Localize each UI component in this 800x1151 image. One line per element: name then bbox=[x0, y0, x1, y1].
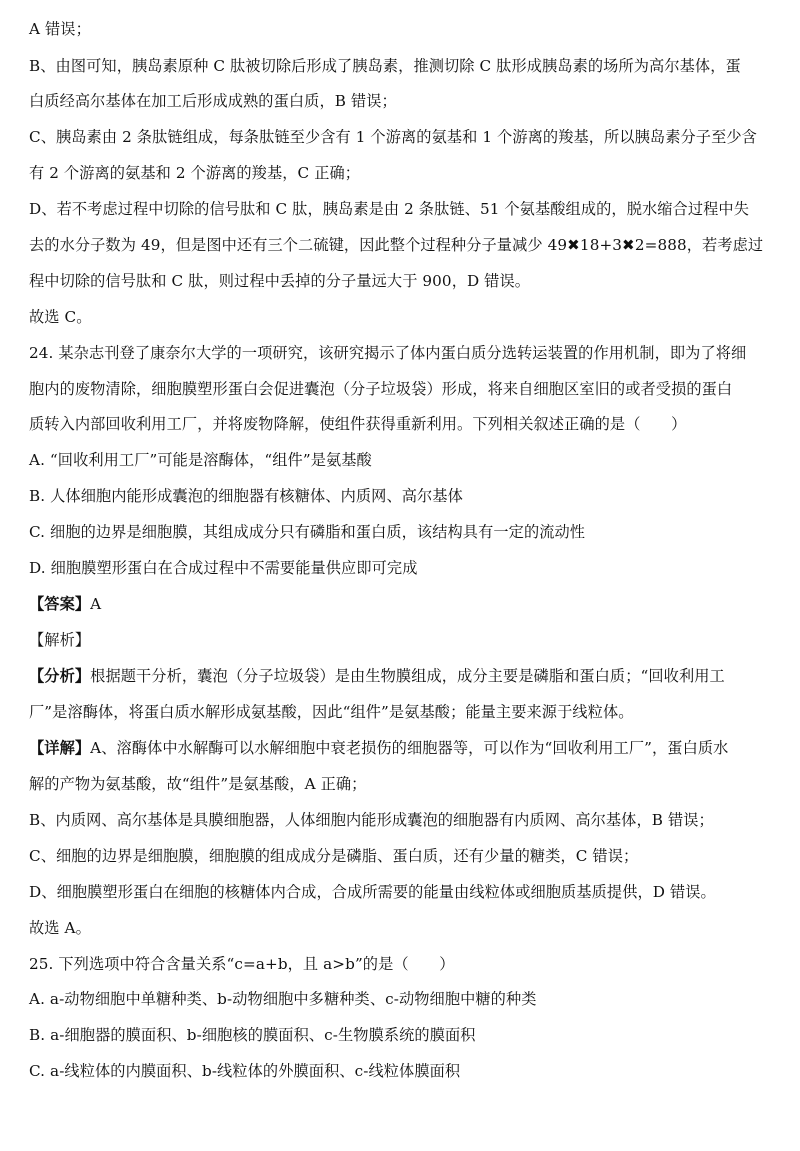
text-line: D、若不考虑过程中切除的信号肽和 C 肽，胰岛素是由 2 条肽链、51 个氨基酸组成的，脱水缩合过程中失 bbox=[29, 200, 749, 218]
option-d: D. 细胞膜塑形蛋白在合成过程中不需要能量供应即可完成 bbox=[29, 559, 418, 577]
analysis-text: 厂”是溶酶体，将蛋白质水解形成氨基酸，因此“组件”是氨基酸；能量主要来源于线粒体。 bbox=[29, 703, 634, 721]
section-text: A bbox=[90, 595, 102, 613]
question-stem: 胞内的废物清除，细胞膜塑形蛋白会促进囊泡（分子垃圾袋）形成，将来自细胞区室旧的或者受损的蛋白 bbox=[29, 380, 733, 398]
text-line: 有 2 个游离的氨基和 2 个游离的羧基，C 正确； bbox=[29, 164, 361, 182]
option-b: B. a-细胞器的膜面积、b-细胞核的膜面积、c-生物膜系统的膜面积 bbox=[29, 1026, 476, 1044]
section-label: 【分析】 bbox=[29, 667, 91, 685]
text-line: A 错误； bbox=[29, 20, 91, 38]
text-line: B、由图可知，胰岛素原种 C 肽被切除后形成了胰岛素，推测切除 C 肽形成胰岛素的场所为高尔基体，蛋 bbox=[29, 57, 741, 75]
analysis-text bbox=[29, 666, 725, 686]
text-line: 去的水分子数为 49，但是图中还有三个二硫键，因此整个过程种分子量减少 49✖18+3✖2=888，若考虑过 bbox=[29, 236, 764, 254]
text-line: 故选 C。 bbox=[29, 308, 92, 326]
section-text: 根据题干分析，囊泡（分子垃圾袋）是由生物膜组成，成分主要是磷脂和蛋白质；“回收利用工 bbox=[90, 667, 725, 685]
text-line: 程中切除的信号肽和 C 肽，则过程中丢掉的分子量远大于 900，D 错误。 bbox=[29, 272, 531, 290]
detail-text: 解的产物为氨基酸，故“组件”是氨基酸，A 正确； bbox=[29, 775, 367, 793]
option-b: B. 人体细胞内能形成囊泡的细胞器有核糖体、内质网、高尔基体 bbox=[29, 487, 463, 505]
option-a: A. “回收利用工厂”可能是溶酶体，“组件”是氨基酸 bbox=[29, 451, 372, 469]
option-c: C. a-线粒体的内膜面积、b-线粒体的外膜面积、c-线粒体膜面积 bbox=[29, 1062, 461, 1080]
answer-line bbox=[29, 594, 101, 614]
text-line: 白质经高尔基体在加工后形成成熟的蛋白质，B 错误； bbox=[29, 92, 397, 110]
conclusion-line: 故选 A。 bbox=[29, 919, 91, 937]
option-a: A. a-动物细胞中单糖种类、b-动物细胞中多糖种类、c-动物细胞中糖的种类 bbox=[29, 990, 537, 1008]
detail-text: B、内质网、高尔基体是具膜细胞器，人体细胞内能形成囊泡的细胞器有内质网、高尔基体，B 错误； bbox=[29, 811, 714, 829]
analysis-heading: 【解析】 bbox=[29, 631, 91, 649]
text-line: C、胰岛素由 2 条肽链组成，每条肽链至少含有 1 个游离的氨基和 1 个游离的羧基，所以胰岛素分子至少含 bbox=[29, 128, 757, 146]
section-text: A、溶酶体中水解酶可以水解细胞中衰老损伤的细胞器等，可以作为“回收利用工厂”，蛋白质水 bbox=[90, 739, 729, 757]
option-c: C. 细胞的边界是细胞膜，其组成成分只有磷脂和蛋白质，该结构具有一定的流动性 bbox=[29, 523, 586, 541]
detail-text: D、细胞膜塑形蛋白在细胞的核糖体内合成，合成所需要的能量由线粒体或细胞质基质提供，D 错误。 bbox=[29, 883, 716, 901]
question-stem: 质转入内部回收利用工厂，并将废物降解，使组件获得重新利用。下列相关叙述正确的是（ ） bbox=[29, 415, 687, 433]
section-label: 【详解】 bbox=[29, 739, 91, 757]
question-stem: 25. 下列选项中符合含量关系“c=a+b，且 a>b”的是（ ） bbox=[29, 955, 455, 973]
section-label: 【答案】 bbox=[29, 595, 91, 613]
detail-text: C、细胞的边界是细胞膜，细胞膜的组成成分是磷脂、蛋白质，还有少量的糖类，C 错误； bbox=[29, 847, 639, 865]
detail-text bbox=[29, 738, 728, 758]
question-stem: 24. 某杂志刊登了康奈尔大学的一项研究，该研究揭示了体内蛋白质分选转运装置的作用机制，即为了将细 bbox=[29, 344, 747, 362]
